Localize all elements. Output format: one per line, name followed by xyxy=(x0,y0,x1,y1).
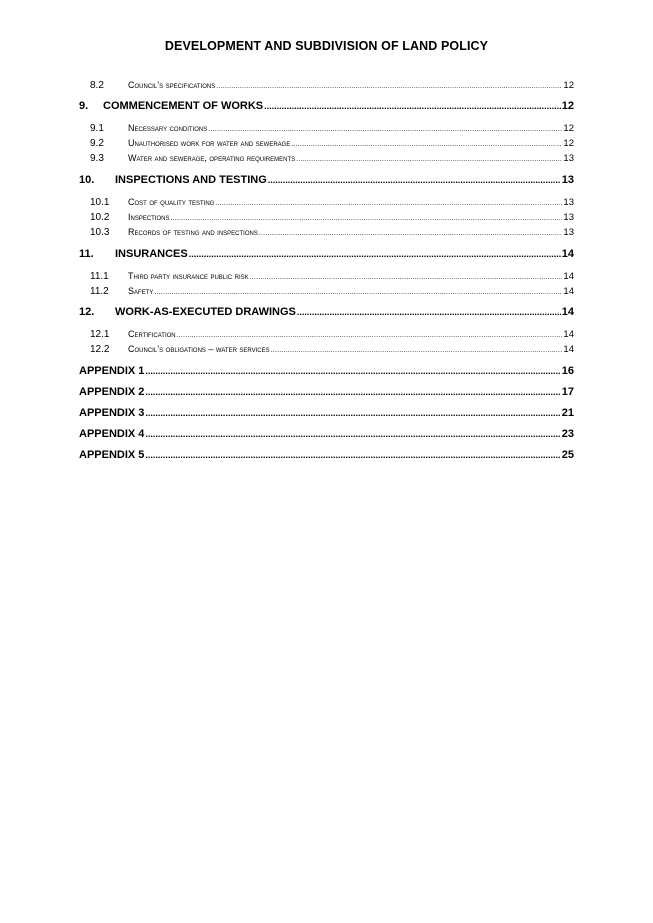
toc-section-number: 11. xyxy=(79,248,94,260)
toc-entry-page: 13 xyxy=(563,227,574,238)
toc-section-11[interactable] xyxy=(79,248,574,264)
toc-section-label: WORK-AS-EXECUTED DRAWINGS xyxy=(115,306,296,318)
toc-entry-9-3[interactable] xyxy=(90,153,574,167)
toc-section-label: INSURANCES xyxy=(115,248,188,260)
toc-entry-label: Third party insurance public risk xyxy=(128,271,249,281)
toc-leader-dots xyxy=(145,408,560,418)
toc-entry-label: Unauthorised work for water and sewerage xyxy=(128,138,291,148)
toc-appendix-page: 17 xyxy=(561,386,574,398)
toc-entry-page: 14 xyxy=(563,329,574,340)
toc-entry-label: Council’s obligations – water services xyxy=(128,344,270,354)
toc-leader-dots xyxy=(268,175,561,185)
toc-entry-label: Cost of quality testing xyxy=(128,197,215,207)
toc-leader-dots xyxy=(215,200,562,207)
toc-leader-dots xyxy=(145,387,560,397)
toc-entry-8-2[interactable] xyxy=(90,80,574,94)
toc-entry-page: 14 xyxy=(563,271,574,282)
toc-entry-number: 8.2 xyxy=(90,80,104,91)
toc-leader-dots xyxy=(297,307,561,317)
toc-leader-dots xyxy=(145,450,560,460)
toc-entry-12-2[interactable] xyxy=(90,344,574,358)
toc-leader-dots xyxy=(264,101,561,111)
toc-entry-number: 9.3 xyxy=(90,153,104,164)
toc-appendix-label: APPENDIX 2 xyxy=(79,386,145,398)
toc-appendix-label: APPENDIX 4 xyxy=(79,428,145,440)
toc-entry-page: 12 xyxy=(563,123,574,134)
toc-appendix-4[interactable] xyxy=(79,428,574,444)
toc-entry-number: 9.1 xyxy=(90,123,104,134)
toc-appendix-label: APPENDIX 5 xyxy=(79,449,145,461)
toc-section-12[interactable] xyxy=(79,306,574,322)
toc-leader-dots xyxy=(250,274,563,281)
toc-entry-label: Safety xyxy=(128,286,154,296)
toc-entry-page: 14 xyxy=(563,286,574,297)
toc-section-number: 10. xyxy=(79,174,95,186)
toc-entry-number: 12.2 xyxy=(90,344,110,355)
toc-entry-page: 13 xyxy=(563,212,574,223)
toc-entry-label: Council’s specifications xyxy=(128,80,216,90)
toc-entry-label: Certification xyxy=(128,329,176,339)
toc-entry-label: Records of testing and inspections xyxy=(128,227,258,237)
toc-section-10[interactable] xyxy=(79,174,574,190)
toc-entry-number: 10.2 xyxy=(90,212,110,223)
toc-appendix-3[interactable] xyxy=(79,407,574,423)
toc-appendix-5[interactable] xyxy=(79,449,574,465)
toc-appendix-label: APPENDIX 1 xyxy=(79,365,145,377)
toc-entry-10-1[interactable] xyxy=(90,197,574,211)
toc-entry-page: 12 xyxy=(563,138,574,149)
toc-entry-number: 10.3 xyxy=(90,227,110,238)
toc-section-9[interactable] xyxy=(79,100,574,116)
toc-entry-page: 14 xyxy=(563,344,574,355)
toc-appendix-page: 21 xyxy=(561,407,574,419)
toc-entry-number: 10.1 xyxy=(90,197,110,208)
toc-appendix-page: 16 xyxy=(561,365,574,377)
toc-entry-page: 13 xyxy=(563,197,574,208)
toc-section-number: 9. xyxy=(79,100,89,112)
toc-section-page: 14 xyxy=(561,248,574,260)
toc-leader-dots xyxy=(259,230,563,237)
toc-section-label: COMMENCEMENT OF WORKS xyxy=(103,100,264,112)
toc-leader-dots xyxy=(271,347,563,354)
toc-entry-number: 12.1 xyxy=(90,329,110,340)
toc-entry-label: Necessary conditions xyxy=(128,123,208,133)
toc-leader-dots xyxy=(189,249,561,259)
toc-leader-dots xyxy=(171,215,563,222)
toc-leader-dots xyxy=(296,156,562,163)
toc-leader-dots xyxy=(177,332,563,339)
toc-entry-page: 13 xyxy=(563,153,574,164)
toc-entry-10-3[interactable] xyxy=(90,227,574,241)
toc-entry-number: 11.2 xyxy=(90,286,109,297)
toc-leader-dots xyxy=(145,429,560,439)
toc-section-page: 13 xyxy=(561,174,574,186)
toc-entry-label: Inspections xyxy=(128,212,170,222)
document-title: DEVELOPMENT AND SUBDIVISION OF LAND POLICY xyxy=(164,39,489,53)
toc-appendix-1[interactable] xyxy=(79,365,574,381)
toc-entry-12-1[interactable] xyxy=(90,329,574,343)
toc-appendix-label: APPENDIX 3 xyxy=(79,407,145,419)
toc-leader-dots xyxy=(145,366,560,376)
toc-leader-dots xyxy=(208,126,562,133)
toc-entry-number: 9.2 xyxy=(90,138,104,149)
toc-entry-label: Water and sewerage, operating requirements xyxy=(128,153,296,163)
toc-section-label: INSPECTIONS AND TESTING xyxy=(115,174,267,186)
toc-leader-dots xyxy=(154,289,562,296)
toc-section-page: 12 xyxy=(561,100,574,112)
toc-entry-10-2[interactable] xyxy=(90,212,574,226)
toc-entry-11-1[interactable] xyxy=(90,271,574,285)
toc-entry-9-1[interactable] xyxy=(90,123,574,137)
toc-appendix-page: 23 xyxy=(561,428,574,440)
toc-entry-11-2[interactable] xyxy=(90,286,574,300)
toc-section-page: 14 xyxy=(561,306,574,318)
toc-entry-9-2[interactable] xyxy=(90,138,574,152)
toc-leader-dots xyxy=(216,83,562,90)
toc-entry-page: 12 xyxy=(563,80,574,91)
toc-appendix-page: 25 xyxy=(561,449,574,461)
toc-appendix-2[interactable] xyxy=(79,386,574,402)
toc-section-number: 12. xyxy=(79,306,95,318)
toc-entry-number: 11.1 xyxy=(90,271,109,282)
toc-leader-dots xyxy=(291,141,562,148)
